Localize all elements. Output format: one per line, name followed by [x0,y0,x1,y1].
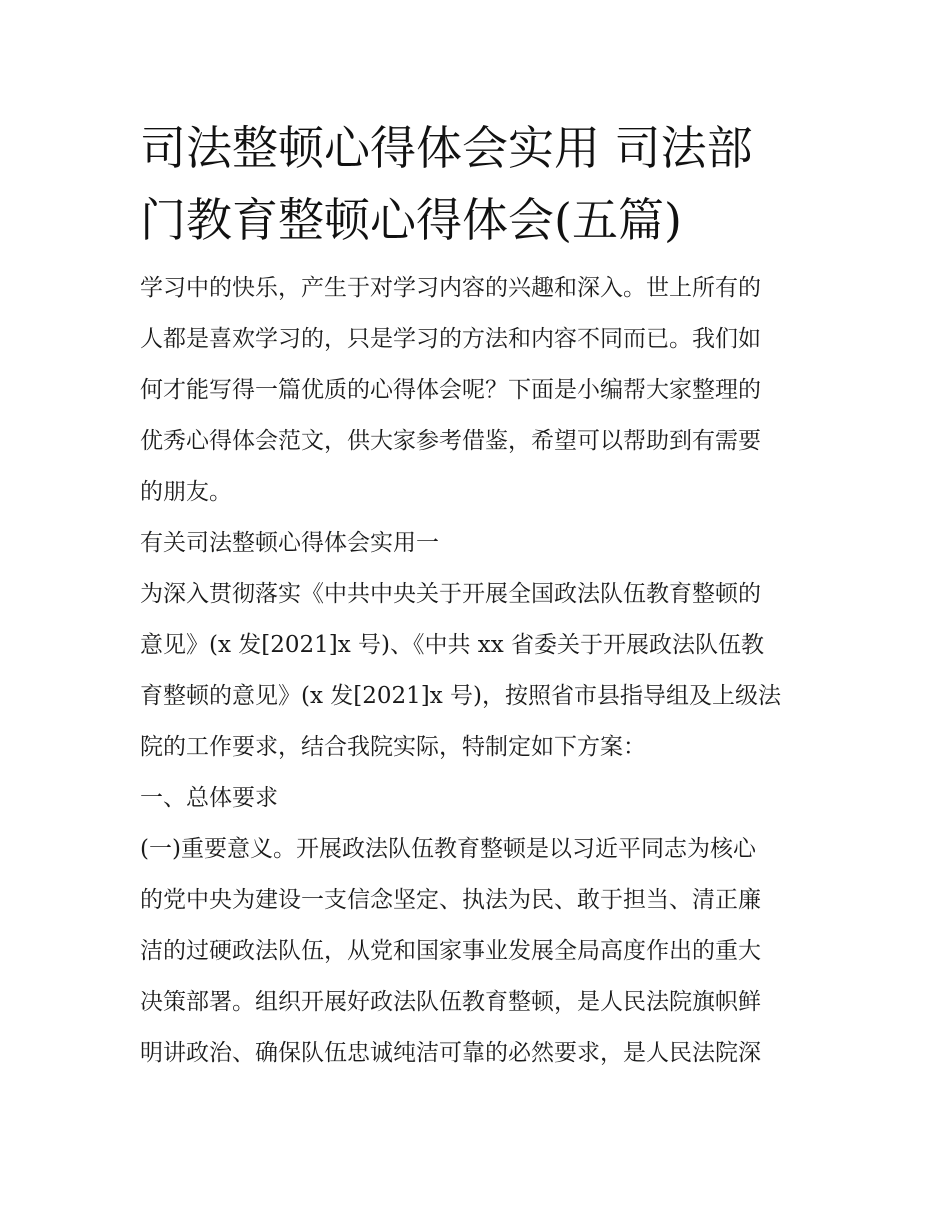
text-line: 明讲政治、确保队伍忠诚纯洁可靠的必然要求，是人民法院深 [140,1040,761,1066]
document-title [140,112,812,256]
section-heading: 有关司法整顿心得体会实用一 [140,530,439,556]
text-line: 人都是喜欢学习的，只是学习的方法和内容不同而已。我们如 [140,326,761,352]
text-line: 院的工作要求，结合我院实际，特制定如下方案： [140,734,646,760]
document-content [140,112,812,1079]
text-line: 的朋友。 [140,479,232,505]
title-line: 门教育整顿心得体会(五篇) [140,193,682,247]
text-line: 的党中央为建设一支信念坚定、执法为民、敢于担当、清正廉 [140,887,761,913]
intro-paragraph [140,263,812,518]
text-line: 何才能写得一篇优质的心得体会呢？下面是小编帮大家整理的 [140,377,761,403]
text-line: 为深入贯彻落实《中共中央关于开展全国政法队伍教育整顿的 [140,581,761,607]
body-paragraph-1 [140,569,812,773]
text-line: 决策部署。组织开展好政法队伍教育整顿，是人民法院旗帜鲜 [140,989,761,1015]
text-line: 意见》(x 发[2021]x 号)、《中共 xx 省委关于开展政法队伍教 [140,632,765,658]
subheading-general-requirements: 一、总体要求 [140,785,278,811]
text-line: (一)重要意义。开展政法队伍教育整顿是以习近平同志为核心 [140,836,756,862]
body-paragraph-2 [140,824,812,1079]
text-line: 洁的过硬政法队伍，从党和国家事业发展全局高度作出的重大 [140,938,761,964]
text-line: 学习中的快乐，产生于对学习内容的兴趣和深入。世上所有的 [140,275,761,301]
text-line: 优秀心得体会范文，供大家参考借鉴，希望可以帮助到有需要 [140,428,761,454]
title-line: 司法整顿心得体会实用 司法部 [140,121,753,175]
text-line: 育整顿的意见》(x 发[2021]x 号)，按照省市县指导组及上级法 [140,683,781,709]
